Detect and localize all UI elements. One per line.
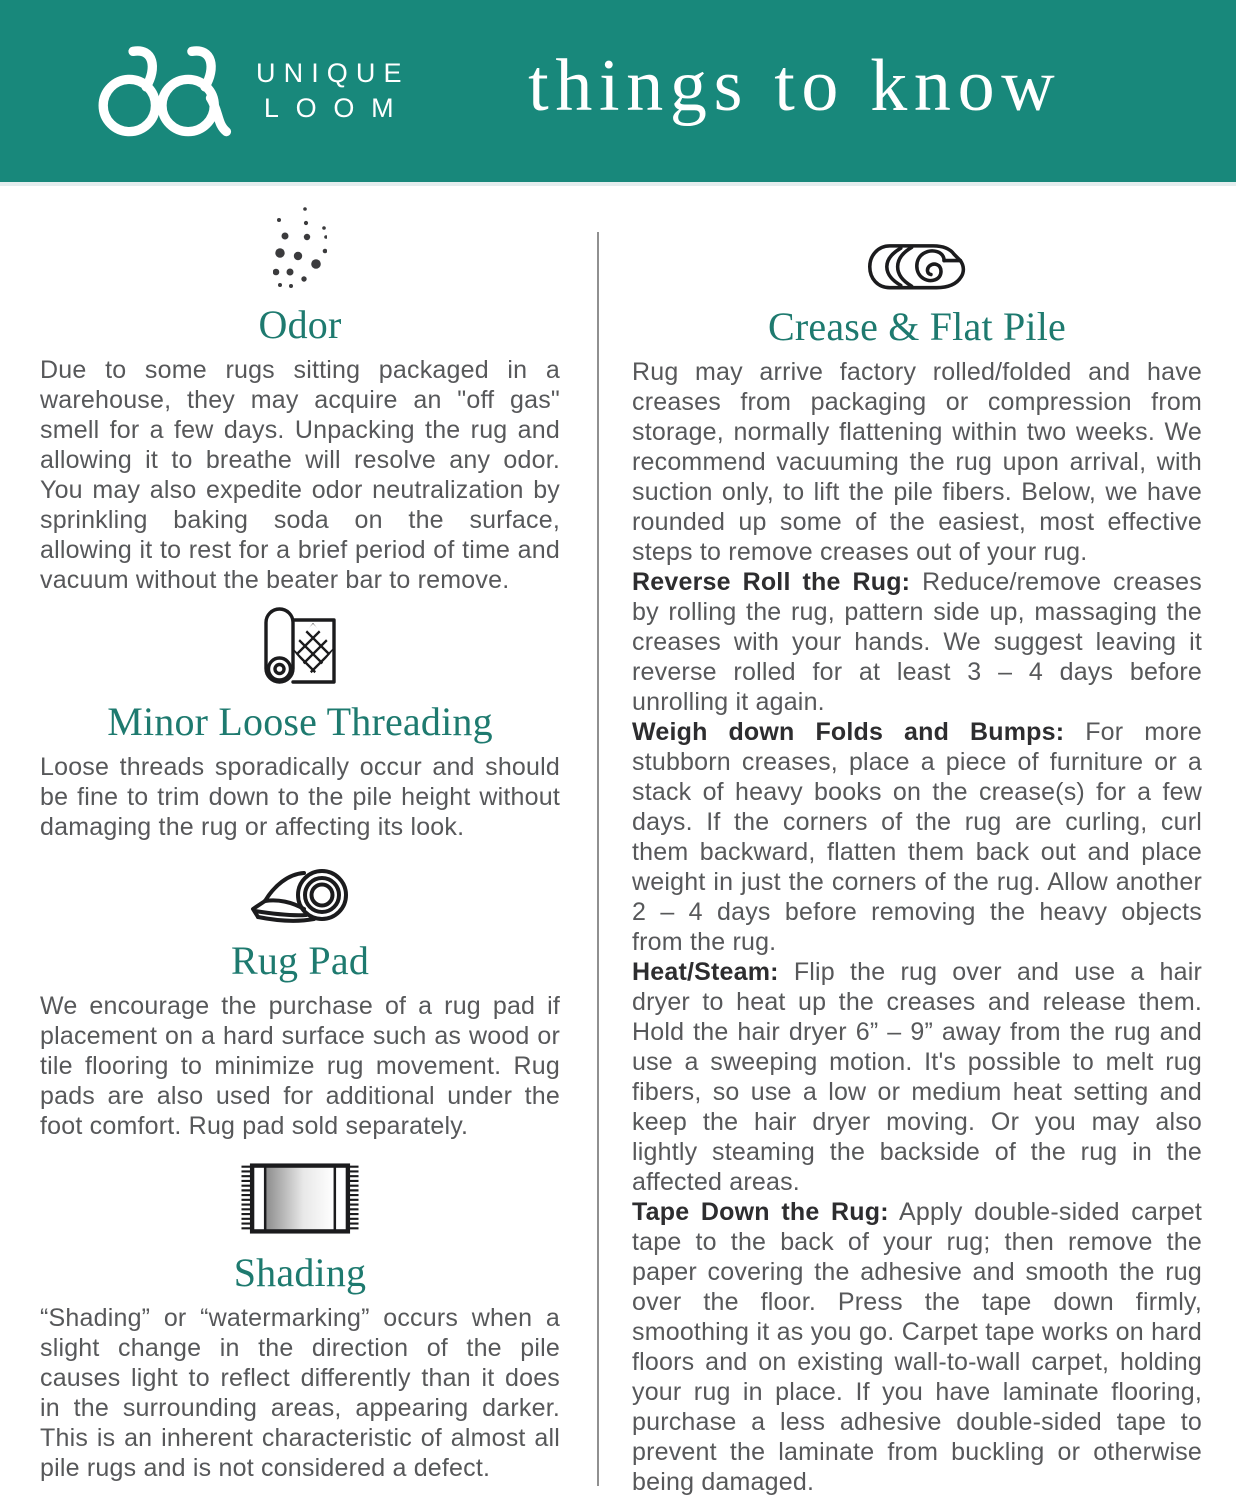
section-shading — [40, 1141, 560, 1483]
section-title-rugpad: Rug Pad — [230, 938, 370, 983]
tip-tape-down-label: Tape Down the Rug: — [632, 1198, 889, 1226]
page-title: things to know — [528, 44, 1062, 127]
section-crease — [632, 186, 1202, 567]
section-body-odor: Due to some rugs sitting packaged in a warehouse, they may acquire an "off gas" smell for a few days. Unpacking the rug and allowing it to breathe will resolve any odor. You may also expedite odor neutralization by sprinkling baking soda on the surface, allowing it to rest for a brief period of time and vacuum without the beater bar to remove. — [40, 356, 560, 594]
brand-name — [256, 56, 411, 126]
right-column — [632, 186, 1202, 1497]
section-body-crease-intro: Rug may arrive factory rolled/folded and have creases from packaging or compression from storage, normally flattening within two weeks. We recommend vacuuming the rug upon arrival, with suction only, to lift the pile fibers. Below, we have rounded up some of the easiest, most effective steps to remove creases out of your rug. — [632, 358, 1202, 566]
unique-loom-logo-icon — [92, 40, 232, 143]
tip-tape-down-text: Apply double-sided carpet tape to the back of your rug; then remove the paper covering the adhesive and smooth the rug over the floor. Press the tape down firmly, smoothing it as you go. Carpet tape works on hard floors and on existing wall-to-wall carpet, holding your rug in place. If you have laminate flooring, purchase a less adhesive double-sided tape to prevent the laminate from buckling or otherwise being damaged. — [632, 1198, 1202, 1496]
tip-heat-steam — [632, 957, 1202, 1197]
brand-name-line2: LOOM — [263, 93, 411, 123]
rolled-rug-icon — [632, 242, 1202, 290]
section-title-shading: Shading — [233, 1250, 367, 1295]
section-title-threading: Minor Loose Threading — [107, 699, 493, 744]
section-body-threading: Loose threads sporadically occur and should be fine to trim down to the pile height without damaging the rug or affecting its look. — [40, 753, 560, 841]
tip-reverse-roll — [632, 567, 1202, 717]
left-column — [40, 186, 560, 1483]
rolled-rug-thread-icon — [40, 607, 560, 685]
section-body-shading: “Shading” or “watermarking” occurs when a slight change in the direction of the pile causes light to reflect differently than it does in the surrounding areas, appearing darker. This is an inherent characteristic of almost all pile rugs and is not considered a defect. — [40, 1304, 560, 1482]
section-title-odor: Odor — [258, 302, 342, 347]
section-rugpad — [40, 842, 560, 1141]
brand-name-line1: UNIQUE — [256, 57, 410, 88]
tip-weigh-down — [632, 717, 1202, 957]
tip-heat-steam-text: Flip the rug over and use a hair dryer to heat up the creases and release them. Hold the hair dryer 6” – 9” away from the rug and use a sweeping motion. It's possible to melt rug fibers, so use a low or medium heat setting and keep the hair dryer moving. Or you may also lightly steaming the backside of the rug in the affected areas. — [632, 958, 1202, 1196]
tip-tape-down — [632, 1197, 1202, 1497]
tip-reverse-roll-label: Reverse Roll the Rug: — [632, 568, 911, 596]
tip-weigh-down-text: For more stubborn creases, place a piece of furniture or a stack of heavy books on the crease(s) for a few days. If the corners of the rug are curling, curl them backward, flatten them back out and place weight in just the corners of the rug. Allow another 2 – 4 days before removing the heavy objects from the rug. — [632, 718, 1202, 956]
content-area — [0, 186, 1236, 1500]
shaded-rug-icon — [40, 1161, 560, 1236]
tip-reverse-roll-text: Reduce/remove creases by rolling the rug, pattern side up, massaging the creases with your hands. We suggest leaving it reverse rolled for at least 3 – 4 days before unrolling it again. — [632, 568, 1202, 716]
odor-particles-icon — [40, 206, 560, 288]
header-banner — [0, 0, 1236, 186]
column-divider — [597, 232, 599, 1486]
section-threading — [40, 595, 560, 842]
brand-block — [92, 40, 411, 143]
section-title-crease: Crease & Flat Pile — [768, 304, 1066, 349]
tip-weigh-down-label: Weigh down Folds and Bumps: — [632, 718, 1065, 746]
rug-pad-roll-icon — [40, 868, 560, 924]
tip-heat-steam-label: Heat/Steam: — [632, 958, 779, 986]
section-odor — [40, 186, 560, 595]
section-body-rugpad: We encourage the purchase of a rug pad if placement on a hard surface such as wood or tile flooring to minimize rug movement. Rug pads are also used for additional under the foot comfort. Rug pad sold separately. — [40, 992, 560, 1140]
